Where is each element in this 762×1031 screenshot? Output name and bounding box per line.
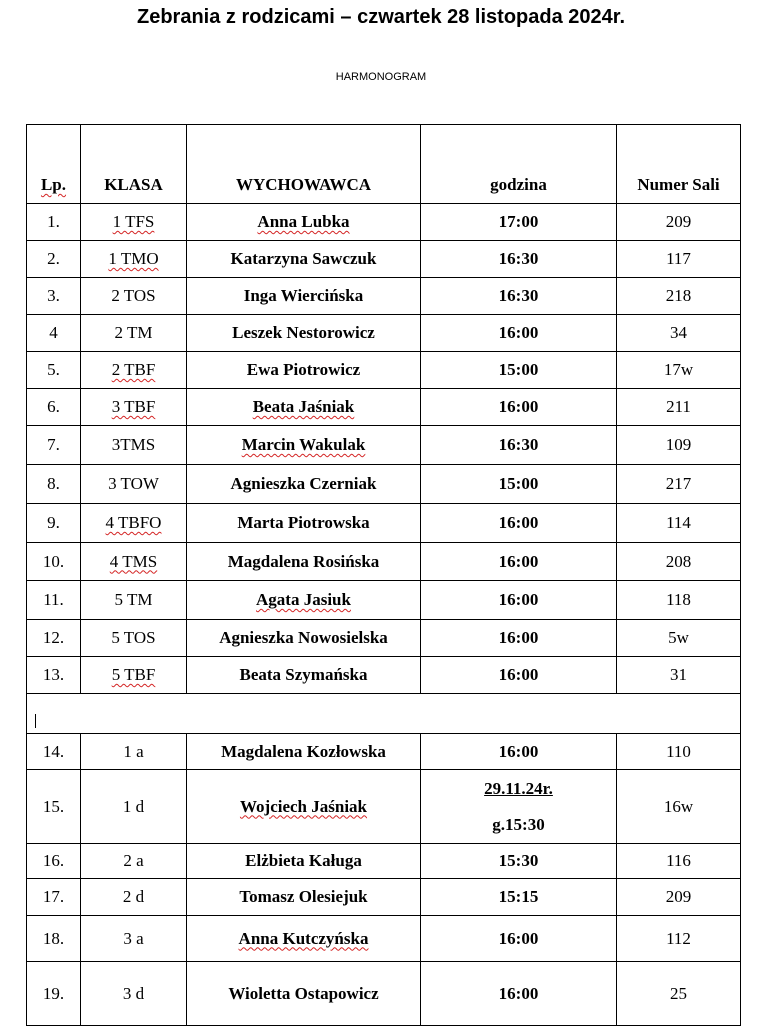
cell-sala: 208	[617, 543, 741, 581]
cell-godzina: 16:00	[421, 389, 617, 426]
cell-sala: 17w	[617, 352, 741, 389]
cell-lp: 13.	[27, 657, 81, 694]
table-row	[27, 879, 741, 916]
cell-godzina: 16:00	[421, 315, 617, 352]
cell-sala: 114	[617, 504, 741, 543]
cell-klasa: 2 d	[81, 879, 187, 916]
cell-sala: 34	[617, 315, 741, 352]
table-row	[27, 657, 741, 694]
cell-sala: 110	[617, 734, 741, 770]
cell-lp: 12.	[27, 620, 81, 657]
cell-klasa: 1 d	[81, 770, 187, 844]
cell-wychowawca: Anna Lubka	[187, 204, 421, 241]
cell-klasa: 5 TM	[81, 581, 187, 620]
cell-lp: 19.	[27, 962, 81, 1026]
cell-lp: 9.	[27, 504, 81, 543]
cell-godzina: 15:30	[421, 844, 617, 879]
cell-wychowawca: Beata Jaśniak	[187, 389, 421, 426]
cell-lp: 18.	[27, 916, 81, 962]
cell-lp: 5.	[27, 352, 81, 389]
cell-godzina: 16:30	[421, 278, 617, 315]
table-row	[27, 426, 741, 465]
cell-sala: 5w	[617, 620, 741, 657]
cell-sala: 217	[617, 465, 741, 504]
separator-row	[27, 694, 741, 734]
cell-wychowawca: Marta Piotrowska	[187, 504, 421, 543]
cell-klasa: 1 TMO	[81, 241, 187, 278]
cell-lp: 6.	[27, 389, 81, 426]
cell-godzina: 16:30	[421, 426, 617, 465]
cell-lp: 15.	[27, 770, 81, 844]
cell-klasa: 3 a	[81, 916, 187, 962]
godzina-time: g.15:30	[492, 814, 545, 834]
cell-godzina: 16:00	[421, 962, 617, 1026]
cell-wychowawca: Agnieszka Nowosielska	[187, 620, 421, 657]
cell-klasa: 2 TM	[81, 315, 187, 352]
cell-lp: 2.	[27, 241, 81, 278]
cell-godzina: 16:00	[421, 734, 617, 770]
cell-lp: 3.	[27, 278, 81, 315]
cell-sala: 211	[617, 389, 741, 426]
cell-wychowawca: Beata Szymańska	[187, 657, 421, 694]
cell-klasa: 2 TOS	[81, 278, 187, 315]
table-row	[27, 581, 741, 620]
cell-godzina: 16:00	[421, 504, 617, 543]
cell-sala: 118	[617, 581, 741, 620]
cell-sala: 209	[617, 879, 741, 916]
schedule-table	[26, 124, 741, 1026]
cell-lp: 17.	[27, 879, 81, 916]
cell-godzina: 15:15	[421, 879, 617, 916]
table-row	[27, 465, 741, 504]
header-klasa: KLASA	[81, 125, 187, 204]
cell-lp: 8.	[27, 465, 81, 504]
cell-klasa: 4 TMS	[81, 543, 187, 581]
cell-lp: 7.	[27, 426, 81, 465]
document-title: Zebrania z rodzicami – czwartek 28 listopada 2024r.	[137, 6, 625, 28]
cell-lp: 1.	[27, 204, 81, 241]
cell-sala: 218	[617, 278, 741, 315]
cell-godzina: 16:00	[421, 581, 617, 620]
cell-wychowawca: Ewa Piotrowicz	[187, 352, 421, 389]
cell-sala: 16w	[617, 770, 741, 844]
cell-klasa: 4 TBFO	[81, 504, 187, 543]
cell-wychowawca: Katarzyna Sawczuk	[187, 241, 421, 278]
cell-godzina: 16:00	[421, 657, 617, 694]
header-godzina: godzina	[421, 125, 617, 204]
cell-lp: 10.	[27, 543, 81, 581]
table-row	[27, 504, 741, 543]
cell-sala: 117	[617, 241, 741, 278]
table-row	[27, 916, 741, 962]
table-row	[27, 770, 741, 844]
table-row	[27, 352, 741, 389]
table-row	[27, 620, 741, 657]
table-row	[27, 543, 741, 581]
cell-sala: 31	[617, 657, 741, 694]
cell-wychowawca: Marcin Wakulak	[187, 426, 421, 465]
cell-lp: 11.	[27, 581, 81, 620]
cell-klasa: 2 TBF	[81, 352, 187, 389]
cell-sala: 109	[617, 426, 741, 465]
cell-lp: 4	[27, 315, 81, 352]
cell-klasa: 1 TFS	[81, 204, 187, 241]
cell-godzina: 16:00	[421, 620, 617, 657]
cell-klasa: 1 a	[81, 734, 187, 770]
cell-wychowawca: Tomasz Olesiejuk	[187, 879, 421, 916]
cell-klasa: 3 TOW	[81, 465, 187, 504]
cell-wychowawca: Agnieszka Czerniak	[187, 465, 421, 504]
cell-klasa: 2 a	[81, 844, 187, 879]
text-cursor	[35, 714, 36, 728]
cell-wychowawca: Magdalena Rosińska	[187, 543, 421, 581]
cell-wychowawca: Inga Wiercińska	[187, 278, 421, 315]
cell-godzina: 16:30	[421, 241, 617, 278]
cell-klasa: 3TMS	[81, 426, 187, 465]
cell-sala: 112	[617, 916, 741, 962]
cell-wychowawca: Wojciech Jaśniak	[187, 770, 421, 844]
cell-wychowawca: Anna Kutczyńska	[187, 916, 421, 962]
cell-sala: 25	[617, 962, 741, 1026]
cell-sala: 209	[617, 204, 741, 241]
table-row	[27, 844, 741, 879]
cell-lp: 14.	[27, 734, 81, 770]
cell-klasa: 3 d	[81, 962, 187, 1026]
cell-wychowawca: Magdalena Kozłowska	[187, 734, 421, 770]
document-subtitle: HARMONOGRAM	[335, 71, 427, 83]
cell-wychowawca: Agata Jasiuk	[187, 581, 421, 620]
cell-lp: 16.	[27, 844, 81, 879]
cell-wychowawca: Elżbieta Kaługa	[187, 844, 421, 879]
cell-godzina: 17:00	[421, 204, 617, 241]
cell-godzina: 15:00	[421, 352, 617, 389]
cell-klasa: 5 TBF	[81, 657, 187, 694]
header-sala: Numer Sali	[617, 125, 741, 204]
cell-wychowawca: Leszek Nestorowicz	[187, 315, 421, 352]
table-row	[27, 315, 741, 352]
cell-godzina: 16:00	[421, 916, 617, 962]
godzina-date: 29.11.24r.	[484, 778, 553, 798]
table-row	[27, 241, 741, 278]
table-row	[27, 734, 741, 770]
table-row	[27, 962, 741, 1026]
cell-godzina	[421, 770, 617, 844]
cell-sala: 116	[617, 844, 741, 879]
header-wychowawca: WYCHOWAWCA	[187, 125, 421, 204]
table-row	[27, 389, 741, 426]
cell-godzina: 16:00	[421, 543, 617, 581]
separator-cell	[27, 694, 741, 734]
cell-klasa: 3 TBF	[81, 389, 187, 426]
cell-godzina: 15:00	[421, 465, 617, 504]
cell-wychowawca: Wioletta Ostapowicz	[187, 962, 421, 1026]
header-lp: Lp.	[27, 125, 81, 204]
cell-klasa: 5 TOS	[81, 620, 187, 657]
table-row	[27, 204, 741, 241]
table-header-row	[27, 125, 741, 204]
table-row	[27, 278, 741, 315]
